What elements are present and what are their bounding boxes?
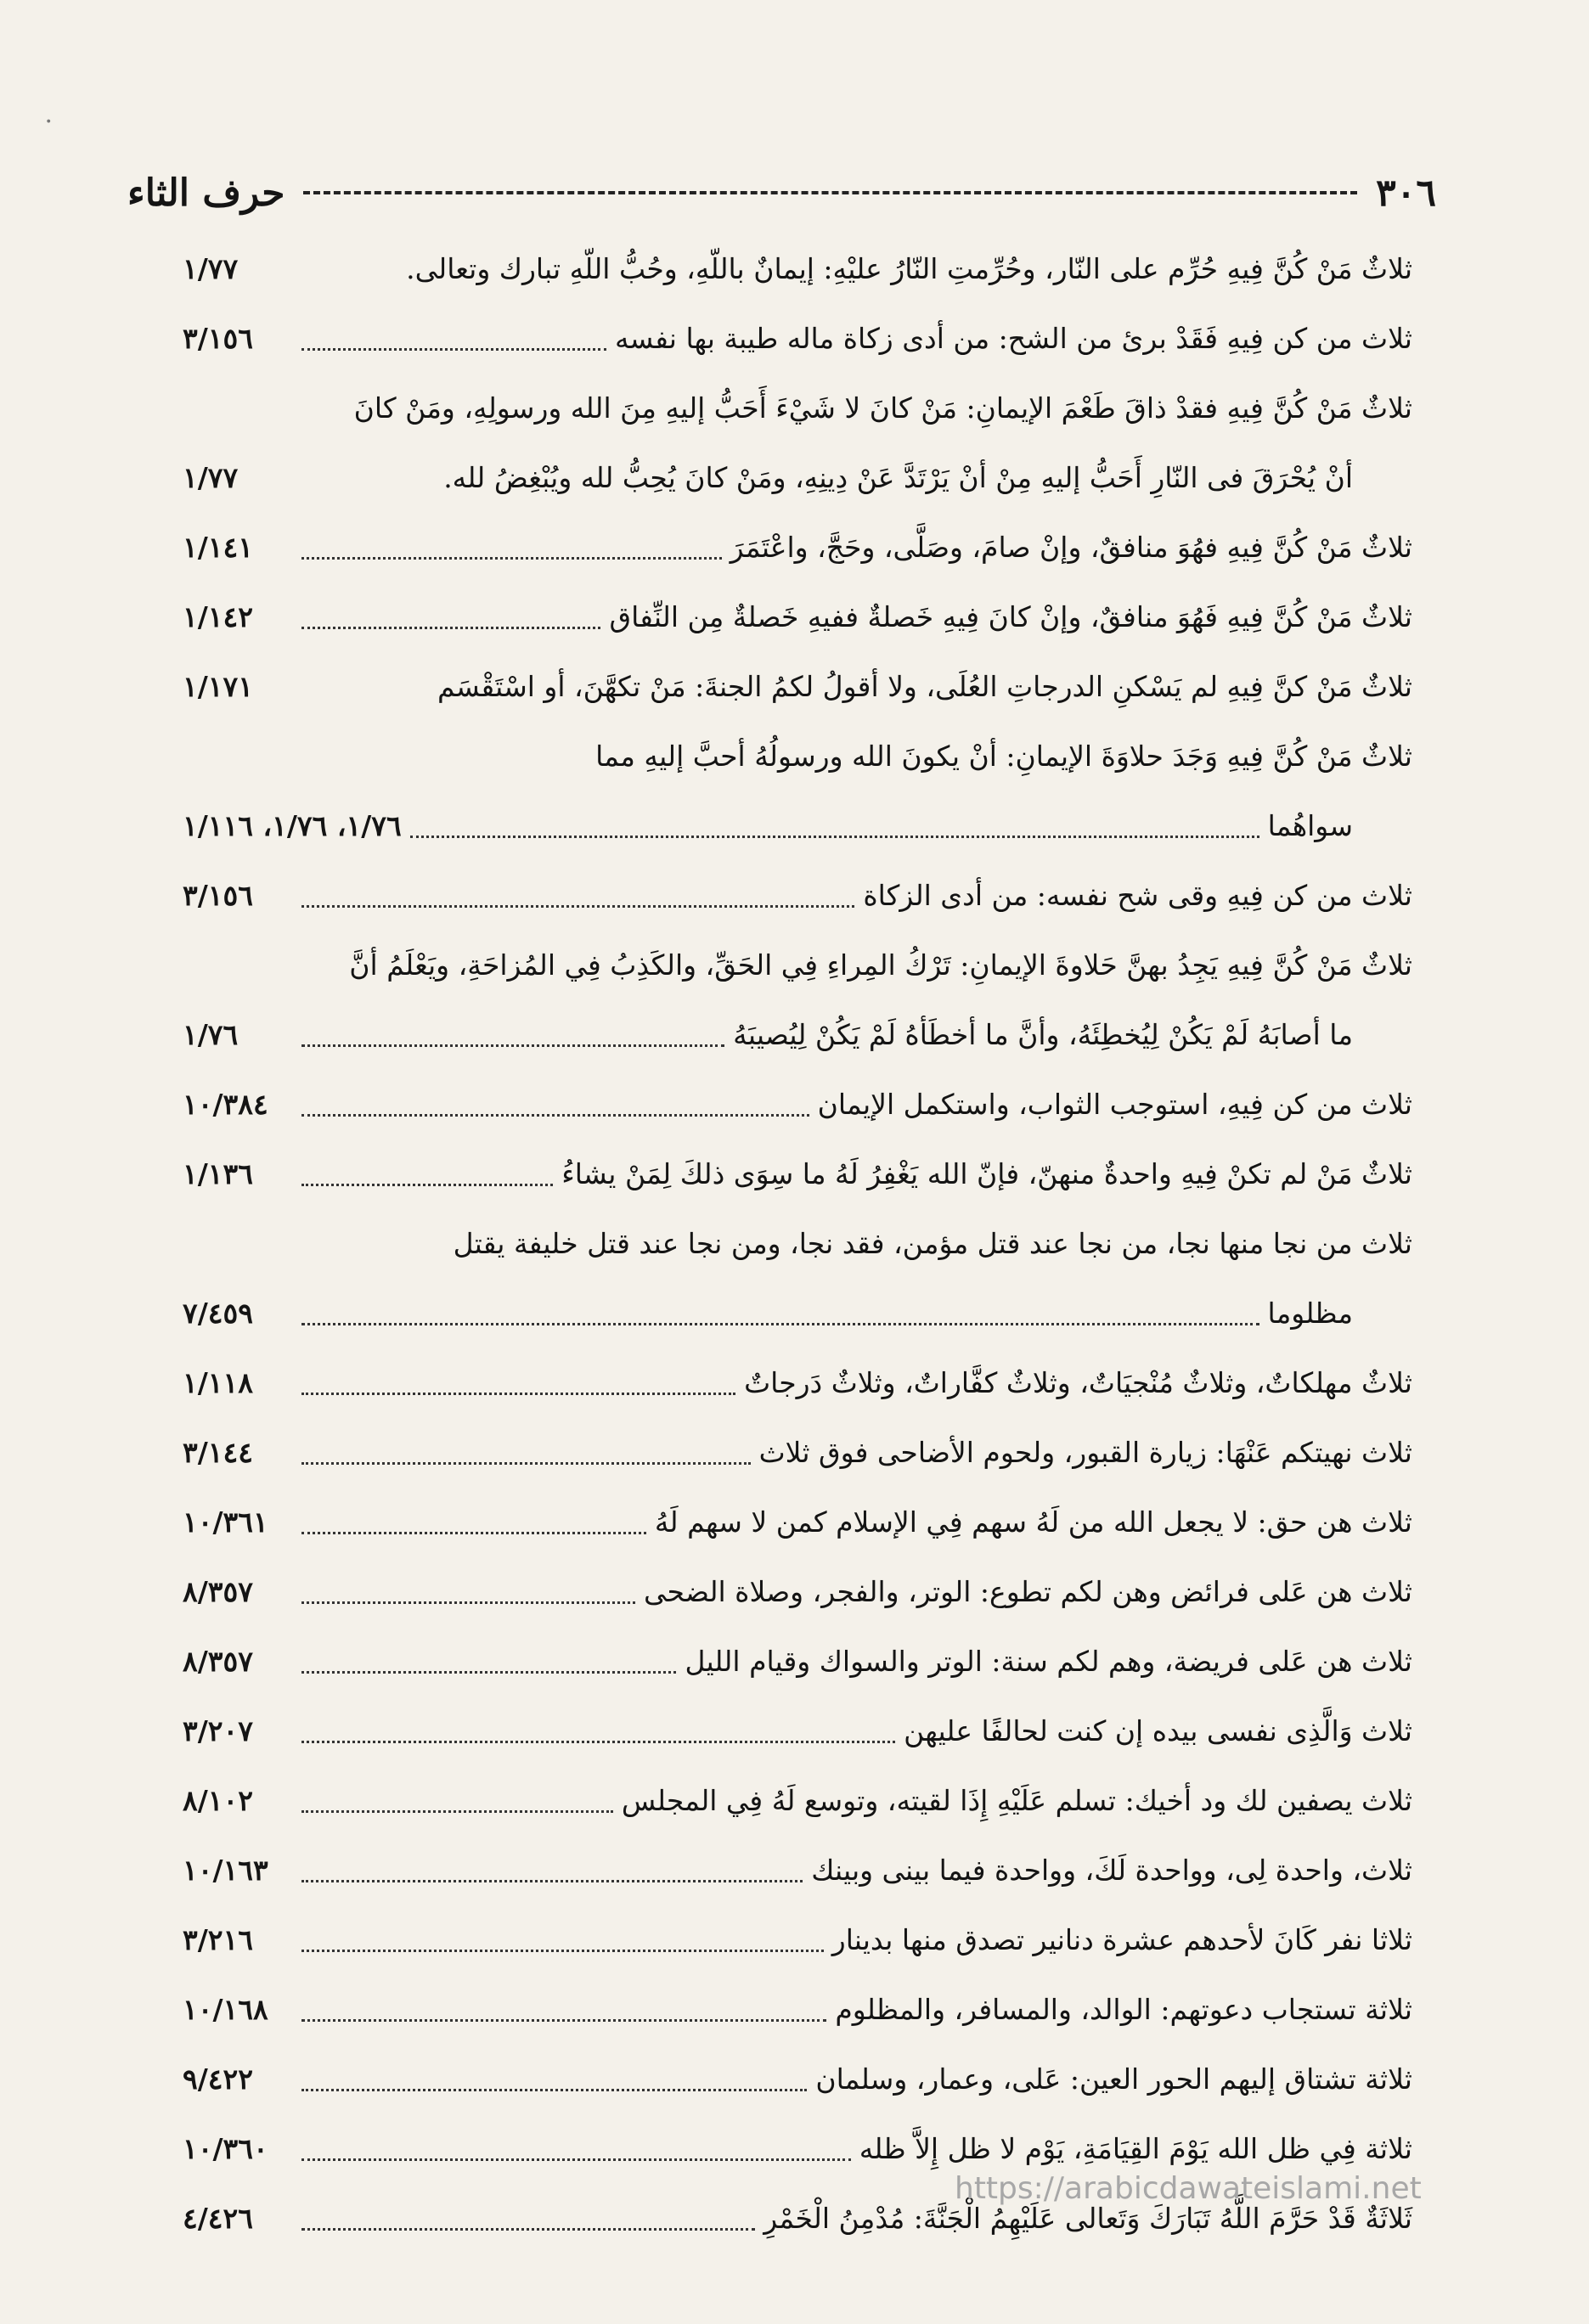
running-header <box>127 163 1436 222</box>
dot-leader <box>301 557 722 560</box>
volume-page-reference: ٤/٤٢٦ <box>183 2202 253 2235</box>
dot-leader <box>301 1880 803 1882</box>
volume-page-reference: ٧/٤٥٩ <box>183 1297 253 1330</box>
header-dashed-rule <box>303 191 1357 194</box>
index-entry <box>183 513 1412 582</box>
entry-text: ثَلاثَةٌ قَدْ حَرَّمَ اللَّهُ تَبَارَكَ وَتَعالى عَلَيْهِمُ الْجَنَّةَ: مُدْمِنُ الْخَمْرِ <box>764 2202 1412 2235</box>
volume-page-reference: ١٠/٣٨٤ <box>183 1088 268 1121</box>
volume-page-reference: ٣/٢٠٧ <box>183 1714 253 1747</box>
dot-leader <box>301 905 854 908</box>
entry-text: ثلاثة تشتاق إليهم الحور العين: عَلى، وعمار، وسلمان <box>815 2062 1412 2096</box>
entry-text: ثلاثة فِي ظل الله يَوْمَ القِيَامَةِ، يَوْم لا ظل إِلاَّ ظله <box>859 2132 1412 2165</box>
entry-text: ثلاث من كن فِيهِ فَقَدْ برئ من الشح: من أدى زكاة ماله طيبة بها نفسه <box>614 322 1412 355</box>
dot-leader <box>301 1741 895 1743</box>
index-entry <box>183 1348 1412 1418</box>
index-entry <box>183 1836 1412 1905</box>
index-entry <box>183 861 1412 931</box>
entry-text: ثلاث، واحدة لِى، وواحدة لَكَ، وواحدة فيما بينى وبينك <box>811 1854 1412 1887</box>
index-entry <box>183 1070 1412 1139</box>
dot-leader <box>301 2228 755 2231</box>
index-entry <box>183 374 1412 443</box>
volume-page-reference: ٨/٣٥٧ <box>183 1645 253 1678</box>
volume-page-reference: ١/٧٧ <box>183 461 239 494</box>
dot-leader <box>301 2089 807 2091</box>
entry-text: ثلاثٌ مَنْ كُنَّ فِيهِ فهُوَ منافقٌ، وإنْ صامَ، وصَلَّى، وحَجَّ، واعْتَمَرَ <box>730 531 1412 564</box>
source-watermark-url: https://arabicdawateislami.net <box>955 2171 1422 2206</box>
entry-text: ثلاث هن عَلى فريضة، وهم لكم سنة: الوتر والسواك وقيام الليل <box>685 1645 1412 1678</box>
entry-text: ثلاث من كن فِيهِ، استوجب الثواب، واستكمل الإيمان <box>817 1088 1412 1121</box>
entry-text: ثلاث نهيتكم عَنْهَا: زيارة القبور، ولحوم الأضاحى فوق ثلاث <box>758 1436 1412 1469</box>
dot-leader <box>301 1601 635 1604</box>
entry-text: ثلاثٌ مَنْ لم تكنْ فِيهِ واحدةٌ منهنّ، فإنّ الله يَغْفِرُ لَهُ ما سِوَى ذلكَ لِمَنْ يشاءُ <box>561 1157 1412 1190</box>
dot-leader <box>301 2019 826 2022</box>
volume-page-reference: ٣/٢١٦ <box>183 1923 253 1956</box>
dot-leader <box>301 1393 735 1395</box>
dot-leader <box>301 1671 676 1674</box>
index-entry <box>183 1488 1412 1557</box>
dot-leader <box>301 1184 553 1186</box>
page-number: ٣٠٦ <box>1376 171 1436 215</box>
index-entry <box>183 1209 1412 1279</box>
volume-page-reference: ١/١٤١ <box>183 531 253 564</box>
scan-speck-mark: · <box>44 107 53 137</box>
section-title: حرف الثاء <box>127 171 285 215</box>
index-entry <box>183 2045 1412 2114</box>
index-entry <box>183 1627 1412 1697</box>
index-entry <box>183 1975 1412 2045</box>
index-entry <box>183 1418 1412 1488</box>
hadith-index-list <box>183 234 1412 2254</box>
entry-text: مظلوما <box>1267 1297 1353 1330</box>
volume-page-reference: ١/١١٨ <box>183 1366 253 1399</box>
index-entry <box>183 722 1412 791</box>
entry-text: ثلاثٌ مَنْ كُنَّ فِيهِ حُرِّم على النّار، وحُرِّمتِ النّارُ عليْهِ: إيمانٌ باللّهِ، وحُبُّ اللّهِ تبارك وتعالى. <box>406 252 1412 285</box>
entry-text: ثلاثة تستجاب دعوتهم: الوالد، والمسافر، والمظلوم <box>835 1993 1412 2026</box>
dot-leader <box>410 836 1259 838</box>
volume-page-reference: ١٠/١٦٣ <box>183 1854 268 1887</box>
entry-text: ثلاثٌ مهلكاتٌ، وثلاثٌ مُنْجيَاتٌ، وثلاثٌ كفَّاراتٌ، وثلاثٌ دَرجاتٌ <box>744 1366 1412 1399</box>
entry-text: ثلاثٌ مَنْ كنَّ فِيهِ لم يَسْكنِ الدرجاتِ العُلَى، ولا أقولُ لكمُ الجنةَ: مَنْ تكهَّنَ، أو اسْتَقْسَم <box>437 670 1412 703</box>
volume-page-reference: ١/٧٦ <box>183 1018 239 1051</box>
volume-page-reference: ١٠/٣٦٠ <box>183 2132 268 2165</box>
entry-text: ثلاثٌ مَنْ كُنَّ فِيهِ فَهُوَ منافقٌ، وإنْ كانَ فِيهِ خَصلةٌ ففيهِ خَصلةٌ مِن النِّفاق <box>609 600 1412 633</box>
dot-leader <box>301 1532 646 1534</box>
index-entry <box>183 304 1412 374</box>
entry-text: ثلاثٌ مَنْ كُنَّ فِيهِ فقدْ ذاقَ طَعْمَ الإيمانِ: مَنْ كانَ لا شَيْءَ أَحَبُّ إليهِ مِنَ الله ورسولِهِ، ومَنْ كانَ <box>353 391 1412 425</box>
index-entry <box>183 1905 1412 1975</box>
index-entry-continuation <box>183 1000 1412 1070</box>
volume-page-reference: ١٠/١٦٨ <box>183 1993 268 2026</box>
volume-page-reference: ٩/٤٢٢ <box>183 2062 253 2096</box>
dot-leader <box>301 1950 824 1952</box>
volume-page-reference: ١/١٤٢ <box>183 600 253 633</box>
volume-page-reference: ٨/٣٥٧ <box>183 1575 253 1608</box>
dot-leader <box>301 1323 1259 1325</box>
entry-text: ثلاث هن عَلى فرائض وهن لكم تطوع: الوتر، والفجر، وصلاة الضحى <box>644 1575 1412 1608</box>
dot-leader <box>301 1462 751 1465</box>
entry-text: ثلاث من نجا منها نجا، من نجا عند قتل مؤمن، فقد نجا، ومن نجا عند قتل خليفة يقتل <box>453 1227 1412 1260</box>
dot-leader <box>301 2158 851 2161</box>
volume-page-reference: ٣/١٥٦ <box>183 879 253 912</box>
index-entry <box>183 1139 1412 1209</box>
volume-page-reference: ٨/١٠٢ <box>183 1784 253 1817</box>
index-entry-continuation <box>183 1279 1412 1348</box>
entry-text: ثلاث يصفين لك ود أخيك: تسلم عَلَيْهِ إِذَا لقيته، وتوسع لَهُ فِي المجلس <box>621 1784 1412 1817</box>
entry-text: ثلاث من كن فِيهِ وقى شح نفسه: من أدى الزكاة <box>863 879 1412 912</box>
entry-text: ثلاثا نفر كَانَ لأحدهم عشرة دنانير تصدق منها بدينار <box>831 1923 1412 1956</box>
index-entry <box>183 582 1412 652</box>
index-entry <box>183 652 1412 722</box>
dot-leader <box>301 348 606 351</box>
entry-text: ثلاث وَالَّذِى نفسى بيده إن كنت لحالفًا عليهن <box>904 1714 1412 1747</box>
dot-leader <box>301 627 600 629</box>
entry-text: سواهُما <box>1267 809 1353 842</box>
entry-text: ثلاث هن حق: لا يجعل الله من لَهُ سهم فِي الإسلام كمن لا سهم لَهُ <box>654 1505 1412 1539</box>
index-entry <box>183 931 1412 1000</box>
volume-page-reference: ١/١٧١ <box>183 670 253 703</box>
dot-leader <box>301 1044 724 1047</box>
index-entry-continuation <box>183 443 1412 513</box>
entry-text: ثلاثٌ مَنْ كُنَّ فِيهِ يَجِدُ بهنَّ حَلاوةَ الإيمانِ: تَرْكُ المِراءِ فِي الحَقِّ، والكَذِبُ فِي المُزاحَةِ، ويَعْلَمُ أنَّ <box>349 948 1412 982</box>
volume-page-reference: ٣/١٤٤ <box>183 1436 253 1469</box>
index-entry-continuation <box>183 791 1412 861</box>
dot-leader <box>301 1810 613 1813</box>
volume-page-reference: ١/١٣٦ <box>183 1157 253 1190</box>
volume-page-reference: ٣/١٥٦ <box>183 322 253 355</box>
index-entry <box>183 1697 1412 1766</box>
volume-page-reference: ١٠/٣٦١ <box>183 1505 268 1539</box>
index-entry <box>183 234 1412 304</box>
index-entry <box>183 1557 1412 1627</box>
index-entry <box>183 1766 1412 1836</box>
entry-text: أنْ يُحْرَقَ فى النّارِ أَحَبُّ إليهِ مِنْ أنْ يَرْتَدَّ عَنْ دِينِهِ، ومَنْ كانَ يُحِبُّ لله ويُبْغِضُ لله. <box>443 461 1353 494</box>
entry-text: ثلاثٌ مَنْ كُنَّ فِيهِ وَجَدَ حلاوَةَ الإيمانِ: أنْ يكونَ الله ورسولُهُ أحبَّ إليهِ مما <box>595 740 1412 773</box>
entry-text: ما أصابَهُ لَمْ يَكُنْ لِيُخطِئَهُ، وأنَّ ما أخطَأهُ لَمْ يَكُنْ لِيُصيبَهُ <box>733 1018 1353 1051</box>
volume-page-reference: ١/٧٦، ١/٧٦، ١/١١٦ <box>183 809 402 842</box>
volume-page-reference: ١/٧٧ <box>183 252 239 285</box>
dot-leader <box>301 1114 809 1117</box>
